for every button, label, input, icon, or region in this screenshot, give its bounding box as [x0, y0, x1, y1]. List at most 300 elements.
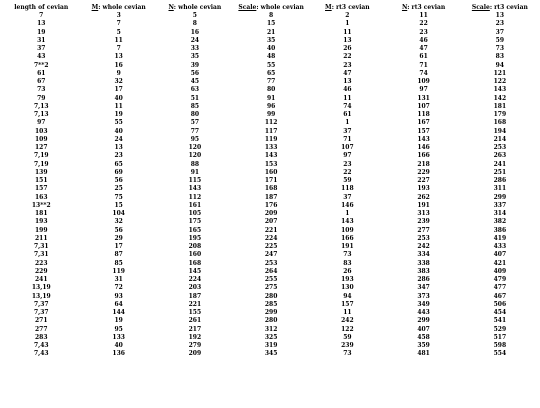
table-cell: 63 — [190, 86, 200, 94]
table-cell: 409 — [493, 267, 507, 275]
table-cell: 7,19 — [33, 160, 49, 168]
table-cell: 104 — [112, 210, 125, 217]
table-cell: 5 — [192, 12, 197, 19]
table-cell: 285 — [264, 300, 278, 308]
table-cell: 225 — [264, 243, 278, 250]
table-cell: 166 — [341, 234, 354, 242]
table-cell: 299 — [493, 193, 507, 201]
table-cell: 121 — [493, 69, 507, 77]
table-cell: 112 — [264, 119, 278, 127]
table-cell: 109 — [35, 135, 48, 143]
table-cell: 37 — [495, 28, 505, 36]
table-cell: 51 — [190, 94, 200, 102]
table-cell: 47 — [419, 45, 428, 52]
table-row — [2, 317, 538, 325]
table-cell: 157 — [341, 300, 354, 308]
table-cell: 175 — [188, 218, 202, 226]
table-cell: 79 — [37, 94, 46, 102]
table-cell: 193 — [417, 185, 430, 193]
table-cell: 242 — [341, 317, 354, 325]
table-cell: 95 — [114, 325, 123, 333]
table-cell: 239 — [341, 342, 354, 349]
cevian-table — [2, 3, 538, 359]
table-row — [2, 326, 538, 334]
table-row — [2, 53, 538, 61]
table-cell: 194 — [493, 127, 507, 135]
table-cell: 119 — [112, 267, 125, 275]
table-cell: 21 — [266, 28, 276, 36]
table-row — [2, 301, 538, 309]
table-cell: 127 — [35, 144, 48, 151]
table-row — [2, 243, 538, 251]
table-cell: 479 — [493, 276, 507, 283]
length-header — [2, 3, 81, 12]
table-cell: 13 — [343, 36, 352, 44]
table-cell: 13,19 — [31, 292, 51, 300]
table-row — [2, 144, 538, 152]
table-cell: 168 — [188, 259, 202, 267]
table-cell: 139 — [35, 168, 48, 176]
table-row — [2, 276, 538, 284]
table-cell: 7 — [116, 45, 121, 52]
table-cell: 85 — [190, 102, 200, 110]
table-cell: 87 — [114, 251, 123, 259]
table-cell: 77 — [266, 78, 276, 85]
table-cell: 7 — [39, 12, 44, 19]
table-row — [2, 12, 538, 20]
table-cell: 73 — [37, 86, 46, 94]
table-cell: 2 — [345, 12, 350, 19]
table-cell: 253 — [493, 144, 507, 151]
table-cell: 145 — [188, 267, 202, 275]
table-cell: 74 — [343, 102, 352, 110]
table-cell: 59 — [343, 333, 352, 341]
table-cell: 15 — [114, 201, 123, 209]
table-cell: 40 — [114, 127, 123, 135]
table-cell: 40 — [266, 45, 276, 52]
table-cell: 283 — [35, 333, 48, 341]
table-cell: 61 — [419, 53, 428, 61]
table-cell: 229 — [417, 168, 430, 176]
table-cell: 61 — [343, 111, 352, 118]
table-row — [2, 45, 538, 53]
table-row — [2, 128, 538, 136]
table-cell: 17 — [114, 243, 123, 250]
table-cell: 349 — [417, 300, 430, 308]
table-cell: 13 — [114, 53, 123, 61]
table-cell: 32 — [114, 78, 123, 85]
table-cell: 211 — [35, 234, 48, 242]
table-cell: 209 — [264, 210, 278, 217]
table-row — [2, 235, 538, 243]
table-cell: 161 — [188, 201, 202, 209]
table-cell: 221 — [188, 300, 202, 308]
table-cell: 130 — [341, 284, 354, 292]
table-cell: 59 — [343, 177, 352, 184]
table-cell: 23 — [114, 152, 123, 160]
table-cell: 171 — [264, 177, 278, 184]
table-cell: 55 — [266, 61, 276, 69]
table-cell: 337 — [493, 201, 507, 209]
table-cell: 239 — [417, 218, 430, 226]
header-label: : rt3 cevian — [331, 4, 370, 11]
table-cell: 118 — [417, 111, 430, 118]
table-cell: 115 — [188, 177, 202, 184]
scale-whole-header — [233, 3, 309, 12]
table-cell: 146 — [417, 144, 430, 151]
header-label-underlined: Scale — [471, 4, 490, 11]
table-cell: 407 — [417, 325, 430, 333]
table-cell: 83 — [495, 53, 505, 61]
table-cell: 155 — [188, 309, 202, 316]
table-cell: 191 — [417, 201, 430, 209]
table-cell: 22 — [343, 168, 352, 176]
table-cell: 193 — [341, 276, 354, 283]
table-cell: 7 — [116, 20, 121, 28]
table-row — [2, 185, 538, 193]
table-cell: 143 — [341, 218, 354, 226]
table-row — [2, 136, 538, 144]
table-row — [2, 169, 538, 177]
table-cell: 23 — [343, 160, 352, 168]
table-cell: 61 — [37, 69, 46, 77]
table-cell: 187 — [264, 193, 278, 201]
table-cell: 120 — [188, 152, 202, 160]
table-cell: 59 — [495, 36, 505, 44]
table-cell: 24 — [190, 36, 200, 44]
table-cell: 1 — [345, 210, 350, 217]
table-cell: 29 — [114, 234, 123, 242]
table-cell: 541 — [493, 317, 507, 325]
table-cell: 13 — [37, 20, 46, 28]
table-cell: 19 — [114, 317, 123, 325]
table-cell: 477 — [493, 284, 507, 292]
table-cell: 299 — [417, 317, 430, 325]
table-cell: 1 — [345, 119, 350, 127]
table-cell: 157 — [35, 185, 48, 193]
table-cell: 467 — [493, 292, 507, 300]
table-cell: 118 — [341, 185, 354, 193]
table-cell: 46 — [343, 86, 352, 94]
table-cell: 338 — [417, 259, 430, 267]
table-cell: 419 — [493, 234, 507, 242]
table-cell: 312 — [264, 325, 278, 333]
table-cell: 119 — [264, 135, 278, 143]
header-label-underlined: M — [91, 4, 99, 11]
table-row — [2, 350, 538, 358]
table-cell: 529 — [493, 325, 507, 333]
table-row — [2, 284, 538, 292]
table-cell: 373 — [417, 292, 430, 300]
table-cell: 136 — [112, 350, 125, 358]
table-cell: 3 — [116, 12, 121, 19]
table-cell: 386 — [493, 226, 507, 234]
table-cell: 8 — [269, 12, 274, 19]
table-row — [2, 70, 538, 78]
table-cell: 229 — [35, 267, 48, 275]
table-row — [2, 210, 538, 218]
table-cell: 193 — [35, 218, 48, 226]
table-cell: 35 — [266, 36, 276, 44]
table-cell: 163 — [35, 193, 48, 201]
table-cell: 96 — [266, 102, 276, 110]
table-row — [2, 309, 538, 317]
table-row — [2, 111, 538, 119]
table-cell: 153 — [264, 160, 278, 168]
table-cell: 359 — [417, 342, 430, 349]
table-cell: 40 — [114, 94, 123, 102]
table-cell: 286 — [493, 177, 507, 184]
table-cell: 271 — [35, 317, 48, 325]
table-cell: 286 — [417, 276, 430, 283]
table-cell: 39 — [190, 61, 200, 69]
table-cell: 93 — [114, 292, 123, 300]
table-cell: 421 — [493, 259, 507, 267]
table-row — [2, 251, 538, 259]
table-cell: 24 — [114, 135, 123, 143]
m-whole-header — [81, 3, 157, 12]
table-cell: 7,31 — [33, 251, 49, 259]
table-cell: 35 — [190, 53, 200, 61]
table-cell: 122 — [341, 325, 354, 333]
table-cell: 8 — [192, 20, 197, 28]
table-cell: 277 — [35, 325, 48, 333]
table-cell: 506 — [493, 300, 507, 308]
table-cell: 554 — [493, 350, 507, 358]
table-cell: 73 — [343, 350, 352, 358]
table-cell: 97 — [37, 119, 46, 127]
table-cell: 99 — [266, 111, 276, 118]
table-row — [2, 260, 538, 268]
table-cell: 107 — [417, 102, 430, 110]
table-cell: 247 — [264, 251, 278, 259]
table-cell: 25 — [114, 185, 123, 193]
table-body — [2, 12, 538, 359]
table-cell: 179 — [493, 111, 507, 118]
table-cell: 279 — [188, 342, 202, 349]
table-cell: 167 — [417, 119, 430, 127]
table-row — [2, 62, 538, 70]
table-cell: 253 — [264, 259, 278, 267]
table-cell: 160 — [264, 168, 278, 176]
table-cell: 19 — [114, 111, 123, 118]
table-cell: 382 — [493, 218, 507, 226]
table-cell: 83 — [343, 259, 352, 267]
table-cell: 454 — [493, 309, 507, 316]
table-cell: 65 — [114, 160, 123, 168]
table-cell: 47 — [343, 69, 352, 77]
table-cell: 299 — [264, 309, 278, 316]
table-cell: 26 — [343, 267, 352, 275]
table-cell: 311 — [493, 185, 507, 193]
table-cell: 168 — [264, 185, 278, 193]
table-cell: 275 — [264, 284, 278, 292]
table-cell: 262 — [417, 193, 430, 201]
table-cell: 112 — [188, 193, 202, 201]
header-label-underlined: N — [168, 4, 174, 11]
table-cell: 598 — [493, 342, 507, 349]
table-cell: 74 — [419, 69, 428, 77]
table-cell: 319 — [264, 342, 278, 349]
table-cell: 65 — [266, 69, 276, 77]
table-cell: 166 — [417, 152, 430, 160]
table-cell: 144 — [112, 309, 125, 316]
table-cell: 69 — [114, 168, 123, 176]
table-cell: 11 — [419, 12, 428, 19]
table-cell: 11 — [114, 36, 123, 44]
table-cell: 191 — [341, 243, 354, 250]
table-cell: 22 — [343, 53, 352, 61]
n-rt3-header — [385, 3, 461, 12]
table-cell: 253 — [417, 234, 430, 242]
table-row — [2, 20, 538, 28]
table-cell: 443 — [417, 309, 430, 316]
table-row — [2, 37, 538, 45]
table-cell: 7,13 — [33, 102, 49, 110]
table-cell: 80 — [266, 86, 276, 94]
table-cell: 313 — [417, 210, 430, 217]
table-cell: 133 — [264, 144, 278, 151]
table-row — [2, 152, 538, 160]
table-cell: 7,43 — [33, 342, 49, 349]
table-cell: 199 — [35, 226, 48, 234]
table-cell: 95 — [190, 135, 200, 143]
table-cell: 91 — [266, 94, 276, 102]
table-cell: 13 — [343, 78, 352, 85]
table-cell: 160 — [188, 251, 202, 259]
table-cell: 165 — [188, 226, 202, 234]
table-cell: 94 — [343, 292, 352, 300]
table-cell: 143 — [417, 135, 430, 143]
table-cell: 458 — [417, 333, 430, 341]
table-cell: 241 — [493, 160, 507, 168]
table-cell: 37 — [343, 193, 352, 201]
table-cell: 143 — [264, 152, 278, 160]
n-whole-header — [157, 3, 233, 12]
table-row — [2, 177, 538, 185]
table-cell: 73 — [495, 45, 505, 52]
table-row — [2, 227, 538, 235]
table-cell: 107 — [341, 144, 354, 151]
table-row — [2, 342, 538, 350]
header-row — [2, 3, 538, 12]
table-cell: 203 — [188, 284, 202, 292]
table-cell: 32 — [114, 218, 123, 226]
table-cell: 15 — [266, 20, 276, 28]
table-cell: 13,19 — [31, 284, 51, 292]
table-cell: 131 — [417, 94, 430, 102]
table-cell: 71 — [343, 135, 352, 143]
table-cell: 57 — [190, 119, 200, 127]
table-cell: 7,19 — [33, 152, 49, 160]
table-cell: 22 — [419, 20, 428, 28]
table-cell: 217 — [188, 325, 202, 333]
table-cell: 345 — [264, 350, 278, 358]
table-cell: 23 — [419, 28, 428, 36]
table-cell: 1 — [345, 20, 350, 28]
table-cell: 19 — [37, 28, 46, 36]
table-cell: 280 — [264, 317, 278, 325]
table-cell: 46 — [419, 36, 428, 44]
table-cell: 109 — [341, 226, 354, 234]
table-cell: 517 — [493, 333, 507, 341]
table-cell: 224 — [188, 276, 202, 283]
table-cell: 85 — [114, 259, 123, 267]
table-cell: 67 — [37, 78, 46, 85]
table-cell: 55 — [114, 119, 123, 127]
table-cell: 133 — [112, 333, 125, 341]
table-cell: 103 — [35, 127, 48, 135]
table-cell: 142 — [493, 94, 507, 102]
table-cell: 109 — [417, 78, 430, 85]
table-cell: 255 — [264, 276, 278, 283]
table-cell: 146 — [341, 201, 354, 209]
header-label: : whole cevian — [173, 4, 222, 11]
table-cell: 7,43 — [33, 350, 49, 358]
table-cell: 17 — [114, 86, 123, 94]
table-cell: 33 — [190, 45, 200, 52]
table-cell: 26 — [343, 45, 352, 52]
table-cell: 7**2 — [33, 61, 49, 69]
table-cell: 37 — [343, 127, 352, 135]
table-cell: 122 — [493, 78, 507, 85]
table-cell: 227 — [417, 177, 430, 184]
table-cell: 241 — [35, 276, 48, 283]
table-cell: 277 — [417, 226, 430, 234]
table-cell: 88 — [190, 160, 200, 168]
table-cell: 97 — [343, 152, 352, 160]
table-row — [2, 161, 538, 169]
table-cell: 181 — [493, 102, 507, 110]
table-cell: 334 — [417, 251, 430, 259]
header-label-underlined: M — [325, 4, 332, 11]
table-cell: 218 — [417, 160, 430, 168]
table-cell: 43 — [37, 53, 46, 61]
table-cell: 11 — [114, 102, 123, 110]
table-row — [2, 103, 538, 111]
table-cell: 80 — [190, 111, 200, 118]
table-cell: 264 — [264, 267, 278, 275]
table-cell: 7,37 — [33, 309, 49, 316]
header-label: : whole cevian — [256, 4, 304, 11]
table-cell: 9 — [116, 69, 121, 77]
table-row — [2, 334, 538, 342]
table-cell: 151 — [35, 177, 48, 184]
table-cell: 314 — [493, 210, 507, 217]
table-cell: 13**2 — [31, 201, 51, 209]
table-cell: 31 — [37, 36, 46, 44]
table-row — [2, 86, 538, 94]
header-label: length of cevian — [14, 4, 69, 11]
table-cell: 195 — [188, 234, 202, 242]
table-header — [2, 3, 538, 12]
table-cell: 280 — [264, 292, 278, 300]
table-cell: 94 — [495, 61, 505, 69]
scale-rt3-header — [462, 3, 538, 12]
table-cell: 11 — [343, 309, 352, 316]
table-cell: 192 — [188, 333, 202, 341]
table-cell: 16 — [190, 28, 200, 36]
table-cell: 221 — [264, 226, 278, 234]
m-rt3-header — [309, 3, 385, 12]
table-row — [2, 194, 538, 202]
table-cell: 224 — [264, 234, 278, 242]
table-cell: 168 — [493, 119, 507, 127]
table-cell: 23 — [495, 20, 505, 28]
table-cell: 325 — [264, 333, 278, 341]
table-cell: 7,31 — [33, 243, 49, 250]
table-cell: 347 — [417, 284, 430, 292]
